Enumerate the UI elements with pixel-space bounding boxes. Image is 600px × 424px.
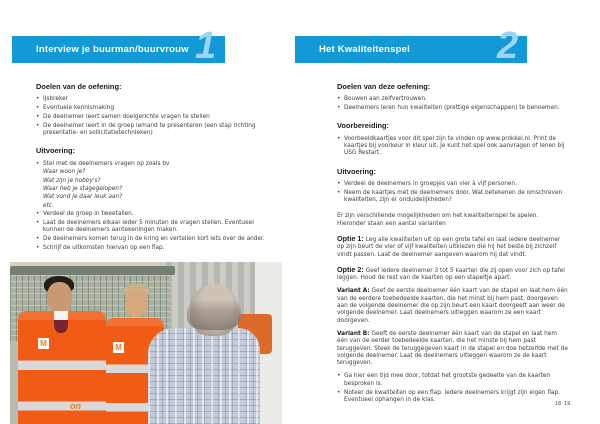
variantA-text: Geef de eerste deelnemer één kaart van de stapel en laat hem één van de eerdere toebedeelde kaarten, die het minst bij hem past, doorgeven aan de volgende deelnemer die op zijn beurt een kaart doorgeeft aan weer de volgende deelnemer. Laat deelnemers uitleggen waarom ze een kaart doorgeven. <box>337 288 568 324</box>
bullet-icon: • <box>337 180 341 187</box>
list-item-text: Deelnemers leren hun kwaliteiten (prettige eigenschappen) te benoemen. <box>344 105 560 112</box>
right-execution-heading: Uitvoering: <box>337 166 377 176</box>
list-item-text: Neem de kaartjes met de deelnemers door. Wat betekenen de omschreven kwaliteiten, zijn er onduidelijkheden? <box>344 189 563 204</box>
list-item-text: IJsbreker <box>43 96 69 103</box>
page-number-right: 19 <box>564 402 571 407</box>
list-item-text: Bouwen aan zelfvertrouwen. <box>344 96 427 103</box>
list-item-text: Schrijf de uitkomsten hiervan op een flap. <box>43 244 165 251</box>
chapter-title-left: Interview je buurman/buurvrouw <box>36 44 189 55</box>
variantB-text: Geeft de eerste deelnemer één kaart van de stapel en laat hem één van de eerder toebedeelde kaarten, die het minste bij hem past teruggeven. Steek de teruggegeven kaart in de stapel en doe hetzelfde met de volgende deelnemer. Laat de deelnemers uitleggen waarom ze de kaart teruggeven. <box>337 330 568 367</box>
bullet-icon: • <box>36 235 40 242</box>
page-number-left: 18 <box>555 402 562 407</box>
option1-label: Optie 1: <box>337 233 364 243</box>
chapter-header-right <box>295 36 527 63</box>
list-item-text: Noteer de kwaliteiten op een flap. Iedere deelnemers krijgt zijn eigen flap. Eventueel ophangen in de klas. <box>344 389 561 403</box>
option2-paragraph <box>337 265 568 283</box>
hivis-logo-badge: M <box>38 338 49 349</box>
bullet-icon: • <box>36 219 40 226</box>
list-item-text: Laat de deelnemers elkaar ieder 5 minuten de vragen stellen. Eventueel kunnen de deelnemers aantekeningen maken. <box>43 219 254 234</box>
workshop-photo <box>10 262 282 424</box>
right-execution-section <box>337 167 568 205</box>
example-question: Waar woon je? <box>43 169 86 176</box>
list-item-text: De deelnemer leert samen doelgerichte vragen te stellen <box>43 113 210 120</box>
preparation-section <box>337 121 568 157</box>
man-foreground-gray-hair <box>187 296 241 330</box>
example-question: etc. <box>43 202 54 209</box>
left-execution-section <box>36 146 269 252</box>
list-item <box>36 220 269 235</box>
bullet-icon: • <box>337 189 341 196</box>
list-item-text: Verdeel de deelnemers in groepjes van vier à vijf personen. <box>344 180 517 187</box>
list-item <box>337 96 568 103</box>
list-item <box>337 190 568 205</box>
list-item <box>337 181 568 188</box>
variantA-label: Variant A: <box>337 288 370 295</box>
list-item <box>36 211 269 218</box>
cage-rail <box>10 266 175 275</box>
list-item <box>36 123 269 138</box>
list-item-text: Eventuele kennismaking <box>43 105 115 112</box>
list-item-text: De deelnemers komen terug in de kring en vertellen kort iets over de ander. <box>43 235 265 242</box>
option1-text: Leg alle kwaliteiten uit op een grote tafel en laat iedere deelnemer op zijn beurt de vier of vijf kwaliteiten uitkiezen die hij het beste bij zichzelf vindt passen. Laat de deelnemer aangeven waarom hij dat vindt. <box>337 236 561 258</box>
list-item <box>36 114 269 121</box>
bullet-icon: • <box>36 113 40 120</box>
bullet-icon: • <box>36 105 40 112</box>
bullet-icon: • <box>36 244 40 251</box>
man-middle-face <box>125 289 148 317</box>
man-left-shirt-tie <box>54 311 68 333</box>
bullet-icon: • <box>337 96 341 103</box>
variants-intro: Er zijn verschillende mogelijkheden om het kwaliteitenspel te spelen. Hieronder staan een aantal varianten <box>337 213 539 227</box>
list-item-text: De deelnemer leert in de groep iemand te presenteren (een stap richting presentatie- en sollicitatietechnieken) <box>43 122 256 137</box>
bullet-icon: • <box>36 96 40 103</box>
variantB-label: Variant B: <box>337 330 370 337</box>
list-item <box>36 105 269 112</box>
list-item <box>36 96 269 103</box>
list-item-text: Verdeel de groep in tweetallen. <box>43 210 134 217</box>
list-item-text: Ga hier een tijd mee door, totdat het grootste gedeelte van de kaarten besproken is. <box>344 373 551 387</box>
bullet-icon: • <box>337 389 341 396</box>
bullet-icon: • <box>337 105 341 112</box>
hivis-logo-badge: M <box>113 342 124 353</box>
list-item <box>337 136 568 158</box>
variantA-paragraph <box>337 288 568 324</box>
bullet-icon: • <box>36 160 40 167</box>
list-item <box>337 105 568 112</box>
example-question: Waar heb je stagegelopen? <box>43 186 123 193</box>
preparation-heading: Voorbereiding: <box>337 121 390 131</box>
chapter-header-left <box>12 36 225 63</box>
chapter-title-right: Het Kwaliteitenspel <box>319 44 410 55</box>
example-question: Wat zijn je hobby's? <box>43 177 101 184</box>
man-left-face <box>47 282 72 312</box>
option2-text: Geef iedere deelnemer 3 tot 5 kaarten die zij open voor zich op tafel leggen. Houd de rest van de kaarten op een stapeltje apart. <box>337 267 565 282</box>
bullet-icon: • <box>337 373 341 380</box>
variantB-paragraph <box>337 331 568 367</box>
chapter-number-left: 1 <box>195 25 217 67</box>
bullet-icon: • <box>36 122 40 129</box>
bullet-icon: • <box>337 135 341 142</box>
left-goals-heading: Doelen van de oefening: <box>36 82 122 91</box>
option2-label: Optie 2: <box>337 264 364 274</box>
list-item <box>36 245 269 252</box>
right-goals-section <box>337 82 568 112</box>
list-item-text: Voorbeeldkaartjes voor dit spel zijn te vinden op www.prokkel.nl. Print de kaartjes bij voorkeur in kleur uit. Je kunt het spel ook aanvragen of lenen bij USG Restart. <box>344 135 565 157</box>
chapter-number-right: 2 <box>497 25 519 67</box>
example-question: Wat vond je daar leuk aan? <box>43 194 123 201</box>
orange-sign-text: on <box>70 401 81 411</box>
list-item <box>337 373 568 388</box>
list-item <box>36 161 269 168</box>
page-numbers <box>552 402 570 407</box>
right-goals-heading: Doelen van deze oefening: <box>337 82 431 91</box>
list-item-text: Stel met de deelnemers vragen op zoals bv <box>43 160 170 167</box>
man-foreground-plaid-shirt <box>148 328 260 424</box>
option1-paragraph <box>337 234 568 259</box>
left-goals-section <box>36 82 269 137</box>
list-item <box>36 236 269 243</box>
left-page-body <box>36 82 269 261</box>
bullet-icon: • <box>36 210 40 217</box>
left-execution-heading: Uitvoering: <box>36 146 76 156</box>
